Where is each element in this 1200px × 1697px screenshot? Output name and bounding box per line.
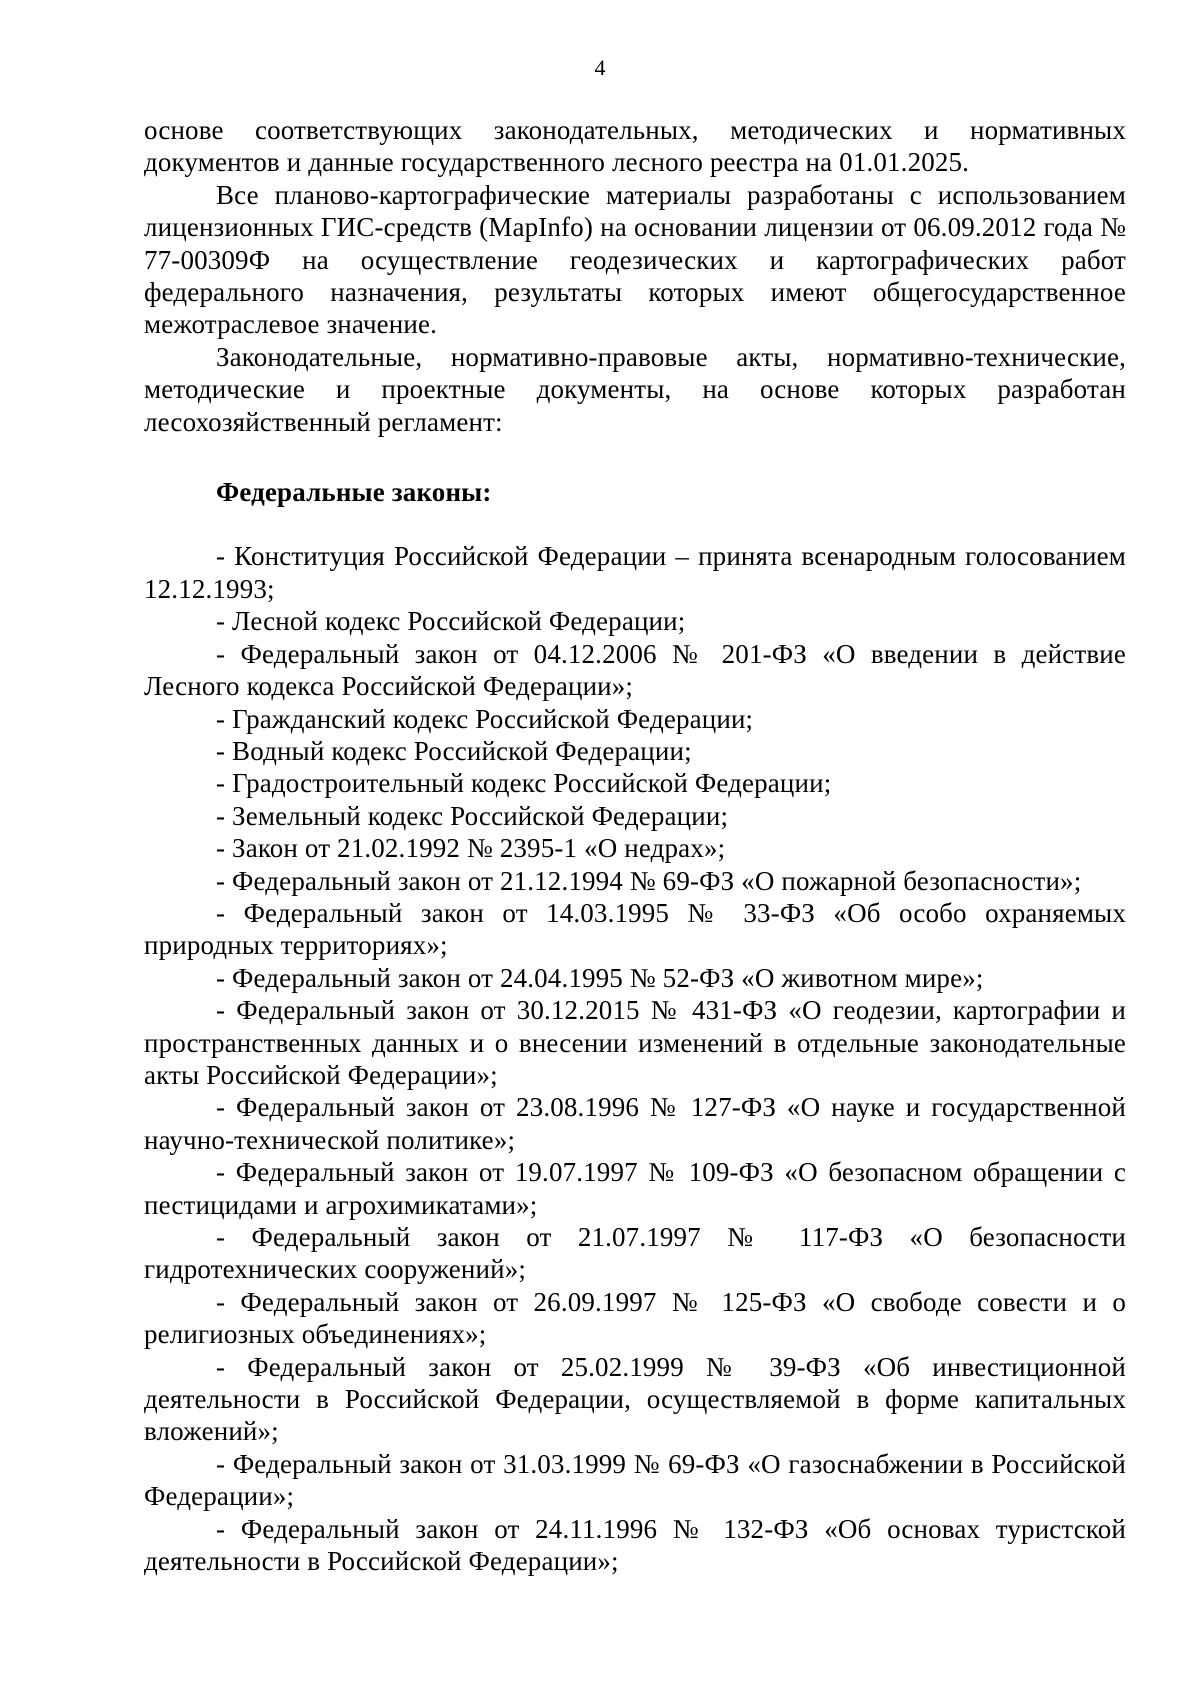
law-list-item: - Федеральный закон от 14.03.1995 № 33-ФЗ «Об особо охраняемых природных территориях»; [144, 897, 1126, 961]
law-list-item: - Федеральный закон от 19.07.1997 № 109-ФЗ «О безопасном обращении с пестицидами и агрохимикатами»; [144, 1157, 1126, 1220]
law-list-item: - Федеральный закон от 26.09.1997 № 125-ФЗ «О свободе совести и о религиозных объединениях»; [144, 1286, 1126, 1350]
intro-paragraph-legal-basis: Законодательные, нормативно-правовые акты, нормативно-технические, методические и проектные документы, на основе которых разработан лесохозяйственный регламент: [144, 341, 1126, 437]
page-content [144, 114, 1126, 1577]
law-list-item: - Конституция Российской Федерации – принята всенародным голосованием 12.12.1993; [144, 541, 1126, 604]
law-list-item: - Федеральный закон от 23.08.1996 № 127-ФЗ «О науке и государственной научно-технической политике»; [144, 1092, 1126, 1155]
section-heading-federal-laws: Федеральные законы: [216, 477, 492, 508]
law-list-item: - Федеральный закон от 21.07.1997 № 117-ФЗ «О безопасности гидротехнических сооружений»; [144, 1222, 1126, 1285]
law-list-item: - Земельный кодекс Российской Федерации; [216, 800, 729, 831]
law-list-item: - Федеральный закон от 31.03.1999 № 69-ФЗ «О газоснабжении в Российской Федерации»; [144, 1448, 1126, 1512]
intro-paragraph-continuation: основе соответствующих законодательных, методических и нормативных документов и данные государственного лесного реестра на 01.01.2025. [144, 115, 1126, 178]
law-list-item: - Федеральный закон от 30.12.2015 № 431-ФЗ «О геодезии, картографии и пространственных данных и о внесении изменений в отдельные законодательные акты Российской Федерации»; [144, 995, 1126, 1090]
law-list-item: - Федеральный закон от 24.04.1995 № 52-ФЗ «О животном мире»; [216, 962, 984, 993]
law-list-item: - Водный кодекс Российской Федерации; [216, 735, 692, 766]
federal-laws-list [144, 540, 1126, 1577]
intro-paragraph-gis: Все планово-картографические материалы разработаны с использованием лицензионных ГИС-средств (MapInfo) на основании лицензии от 06.09.2012 года № 77-00309Ф на осуществление геодезических и картографических работ федерального назначения, результаты которых имеют общегосударственное межотраслевое значение. [144, 179, 1126, 340]
law-list-item: - Федеральный закон от 24.11.1996 № 132-ФЗ «Об основах туристской деятельности в Российской Федерации»; [144, 1513, 1126, 1577]
law-list-item: - Федеральный закон от 21.12.1994 № 69-ФЗ «О пожарной безопасности»; [216, 865, 1082, 896]
page-number: 4 [594, 55, 606, 80]
law-list-item: - Градостроительный кодекс Российской Федерации; [216, 768, 832, 799]
law-list-item: - Закон от 21.02.1992 № 2395-1 «О недрах»; [216, 833, 726, 864]
law-list-item: - Гражданский кодекс Российской Федерации; [216, 703, 754, 734]
law-list-item: - Федеральный закон от 25.02.1999 № 39-ФЗ «Об инвестиционной деятельности в Российской Федерации, осуществляемой в форме капитальных вложений»; [144, 1351, 1126, 1447]
law-list-item: - Лесной кодекс Российской Федерации; [216, 606, 686, 637]
law-list-item: - Федеральный закон от 04.12.2006 № 201-ФЗ «О введении в действие Лесного кодекса Российской Федерации»; [144, 638, 1126, 702]
